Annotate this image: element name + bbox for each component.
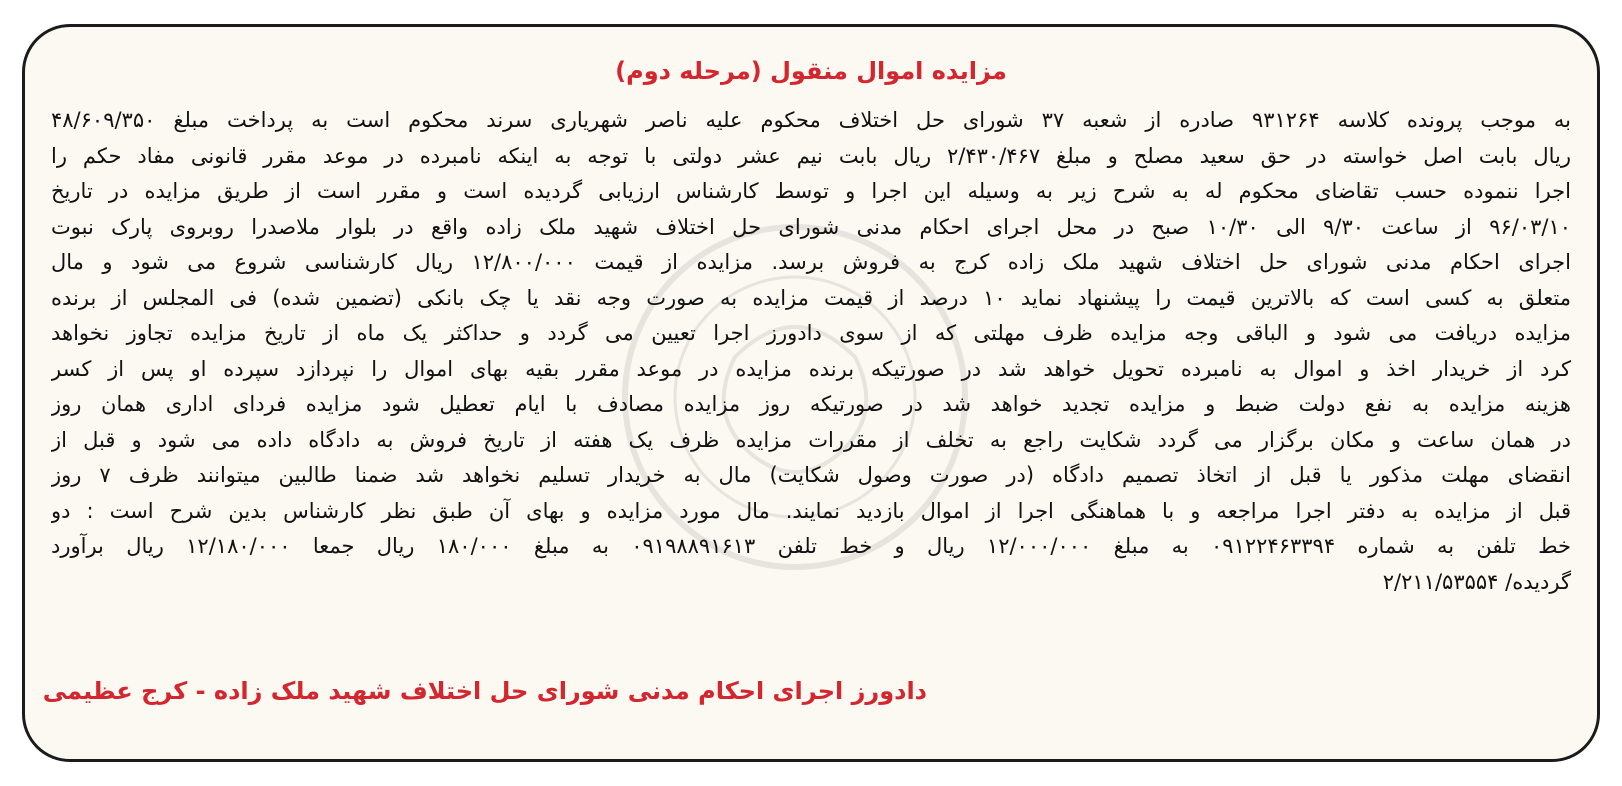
notice-line: ریال بابت اصل خواسته در حق سعید مصلح و مبلغ ۲/۴۳۰/۴۶۷ ریال بابت نیم عشر دولتی با توجه به اینکه نامبرده در موعد مقرر قانونی مفاد حکم را (51, 143, 1571, 168)
notice-line: اجرا ننموده حسب تقاضای محکوم له به شرح زیر به وسیله این اجرا و توسط کارشناس ارزیابی گردیده است و مقرر است از طریق مزایده در تاریخ (51, 179, 1571, 203)
notice-title: مزایده اموال منقول (مرحله دوم) (615, 57, 1007, 85)
notice-line: متعلق به کسی است که بالاترین قیمت را پیشنهاد نماید ۱۰ درصد از قیمت مزایده به صورت وجه نقد یا چک بانکی (تضمین شده) فی المجلس از برنده (51, 285, 1571, 310)
notice-body (51, 103, 1571, 600)
notice-line: قبل از مزایده به دفتر اجرا مراجعه و با هماهنگی اجرا از اموال بازدید نمایند. مال مورد مزایده و بهای آن طبق نظر کارشناس بدین شرح است : دو (51, 498, 1571, 523)
notice-line: ۹۶/۰۳/۱۰ از ساعت ۹/۳۰ الی ۱۰/۳۰ صبح در محل اجرای احکام مدنی شورای حل اختلاف شهید ملک زاده واقع در بلوار ملاصدرا روبروی پارک نبوت (51, 214, 1571, 239)
notice-line: خط تلفن به شماره ۰۹۱۲۲۴۶۳۳۹۴ به مبلغ ۱۲/۰۰۰/۰۰۰ ریال و خط تلفن ۰۹۱۹۸۸۹۱۶۱۳ به مبلغ ۱۸۰/۰۰۰ ریال جمعا ۱۲/۱۸۰/۰۰۰ ریال برآورد (51, 534, 1571, 558)
notice-line: کرد از خریدار اخذ و اموال به نامبرده تحویل خواهد شد در صورتیکه برنده مزایده در موعد مقرر بقیه بهای اموال را نپردازد سپرده او پس از کسر (51, 356, 1571, 381)
notice-line: مزایده دریافت می شود و الباقی وجه مزایده ظرف مهلتی که از سوی دادورز اجرا تعیین می گردد و حداکثر یک ماه از تاریخ مزایده تجاوز نخواهد (51, 321, 1571, 345)
notice-frame (22, 24, 1600, 762)
notice-line: هزینه مزایده به نفع دولت ضبط و مزایده تجدید خواهد شد در صورتیکه روز مزایده مصادف با ایام تعطیل شود مزایده فردای اداری همان روز (51, 392, 1571, 416)
notice-signature: دادورز اجرای احکام مدنی شورای حل اختلاف شهید ملک زاده - کرج عظیمی (42, 677, 927, 705)
notice-line: به موجب پرونده کلاسه ۹۳۱۲۶۴ صادره از شعبه ۳۷ شورای حل اختلاف محکوم علیه ناصر شهریاری سرند محکوم است به پرداخت مبلغ ۴۸/۶۰۹/۳۵۰ (51, 108, 1571, 132)
notice-line: اجرای احکام مدنی شورای حل اختلاف شهید ملک زاده کرج به فروش برسد. مزایده از قیمت ۱۲/۸۰۰/۰۰۰ ریال کارشناسی شروع می شود و مال (51, 250, 1571, 274)
notice-line: انقضای مهلت مذکور یا قبل از اتخاذ تصمیم دادگاه (در صورت وصول شکایت) مال به خریدار تسلیم نخواهد شد ضمنا طالبین میتوانند ظرف ۷ روز (51, 463, 1571, 487)
notice-line: گردیده/ ۲/۲۱۱/۵۳۵۵۴ (1382, 569, 1571, 594)
notice-line: در همان ساعت و مکان برگزار می گردد شکایت راجع به تخلف از مقررات مزایده ظرف یک هفته از تاریخ فروش به دادگاه داده می شود و قبل از (51, 427, 1571, 452)
